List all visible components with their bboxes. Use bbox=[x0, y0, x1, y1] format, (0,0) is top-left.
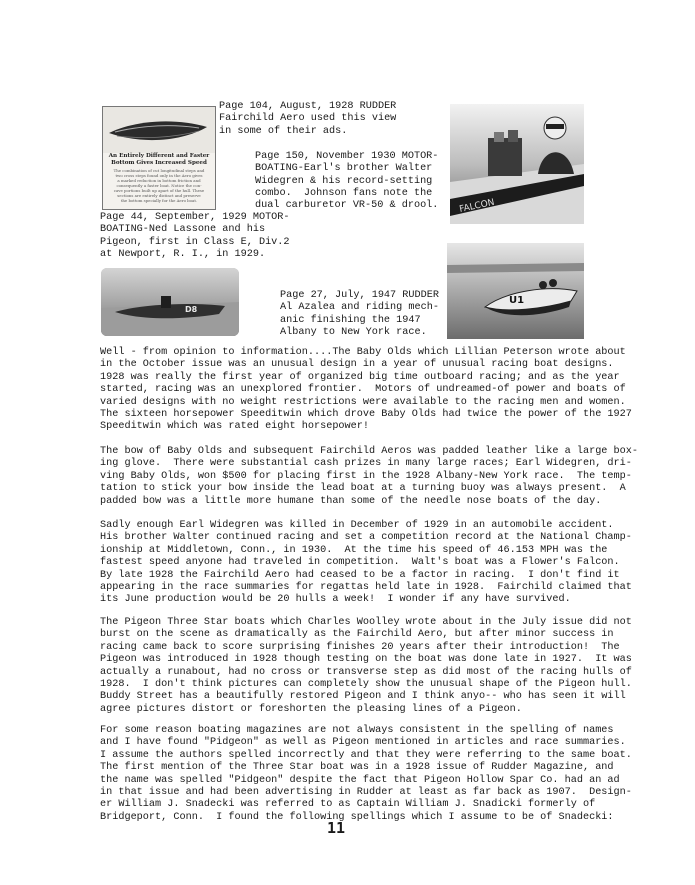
ad-headline: An Entirely Different and Faster Bottom Gives Increased Speed bbox=[108, 153, 210, 166]
azalea-photo bbox=[447, 243, 584, 339]
azalea-boat-number: U1 bbox=[509, 295, 525, 306]
caption-fairchild-aero: Page 104, August, 1928 RUDDER Fairchild Aero used this view in some of their ads. bbox=[219, 101, 397, 137]
paragraph-baby-olds: Well - from opinion to information....The Baby Olds which Lillian Peterson wrote about in the October issue was an unusual design in a year of unusual racing boat designs. 1928 was really the first year of organized big time outboard racing; and as the year started, racing was an unexplored frontier. Motors of undreamed-of power and boats of varied designs with no weight restrictions were available to the racing men and women. The sixteen horsepower Speeditwin which drove Baby Olds had twice the power of the 1927 Speeditwin which was rated eight horsepower! bbox=[100, 347, 632, 433]
pigeon-boat-number: D8 bbox=[185, 305, 198, 314]
widegren-photo bbox=[450, 104, 584, 224]
paragraph-spelling: For some reason boating magazines are not always consistent in the spelling of names and I have found "Pidgeon" as well as Pigeon mentioned in articles and race summaries. I assume the authors spelled incorrectly and that they were referring to the same boat. The first mention of the Three Star boat was in a 1928 issue of Rudder Magazine, and the name was spelled "Pidgeon" despite the fact that Pigeon Hollow Spar Co. had an ad in that issue and had been advertising in Rudder at least as far back as 1907. Design- er William J. Snadecki was referred to as Captain William J. Snadicki formerly of Bridgeport, Conn. I found the following spellings which I assume to be of Snadecki: bbox=[100, 725, 632, 823]
paragraph-widegren: Sadly enough Earl Widegren was killed in December of 1929 in an automobile accident. His brother Walter continued racing and set a competition record at the National Champ- ionship at Middletown, Conn., in 1930. At the time his speed of 46.153 MPH was the fastest speed anyone had traveled in competition. Walt's boat was a Flower's Falcon. By late 1928 the Fairchild Aero had ceased to be a factor in racing. I don't find it appearing in the race summaries for regattas held late in 1928. Fairchild claimed that its June production would be 20 hulls a week! I wonder if any have survived. bbox=[100, 520, 632, 606]
fairchild-aero-ad-photo bbox=[102, 106, 216, 210]
caption-azalea-1947: Page 27, July, 1947 RUDDER Al Azalea and riding mech- anic finishing the 1947 Albany to New York race. bbox=[280, 290, 439, 338]
pigeon-photo bbox=[101, 268, 239, 336]
caption-lassone-pigeon: Page 44, September, 1929 MOTOR- BOATING-Ned Lassone and his Pigeon, first in Class E, Div.2 at Newport, R. I., in 1929. bbox=[100, 212, 290, 260]
paragraph-padded-bow: The bow of Baby Olds and subsequent Fairchild Aeros was padded leather like a large box- ing glove. There were substantial cash prizes in many large races; Earl Widegren, dri- ving Baby Olds, won $500 for placing first in the 1928 Albany-New York race. The temp- tation to stick your bow inside the lead boat at a turning buoy was always present. A padded bow was a little more humane than some of the needle nose boats of the day. bbox=[100, 446, 638, 507]
ad-body: The combination of cut longitudinal steps and two cross steps found only in the Aero gives a marked reduction in bottom friction and consequently a faster boat. Notice the con- cave portions built up apart of the hull. These sections are entirely distinct and preserve the bottom specially for the Aero boat. bbox=[113, 168, 205, 203]
falcon-hull-label: FALCON bbox=[458, 197, 496, 215]
page-number: 11 bbox=[327, 819, 346, 837]
caption-widegren-combo: Page 150, November 1930 MOTOR- BOATING-Earl's brother Walter Widegren & his record-setting combo. Johnson fans note the dual carburetor VR-50 & drool. bbox=[255, 151, 439, 212]
paragraph-pigeon-three-star: The Pigeon Three Star boats which Charles Woolley wrote about in the July issue did not burst on the scene as dramatically as the Fairchild Aero, but after minor success in racing came back to score surprising finishes 20 years after their introduction! The Pigeon was introduced in 1928 though testing on the boat was done late in 1927. It was actually a runabout, had no cross or transverse step as did most of the racing hulls of 1928. I don't think pictures can completely show the unusual shape of the Pigeon hull. Buddy Street has a beautifully restored Pigeon and I think anyo-- who has seen it will agree pictures distort or foreshorten the pleasing lines of a Pigeon. bbox=[100, 617, 632, 715]
